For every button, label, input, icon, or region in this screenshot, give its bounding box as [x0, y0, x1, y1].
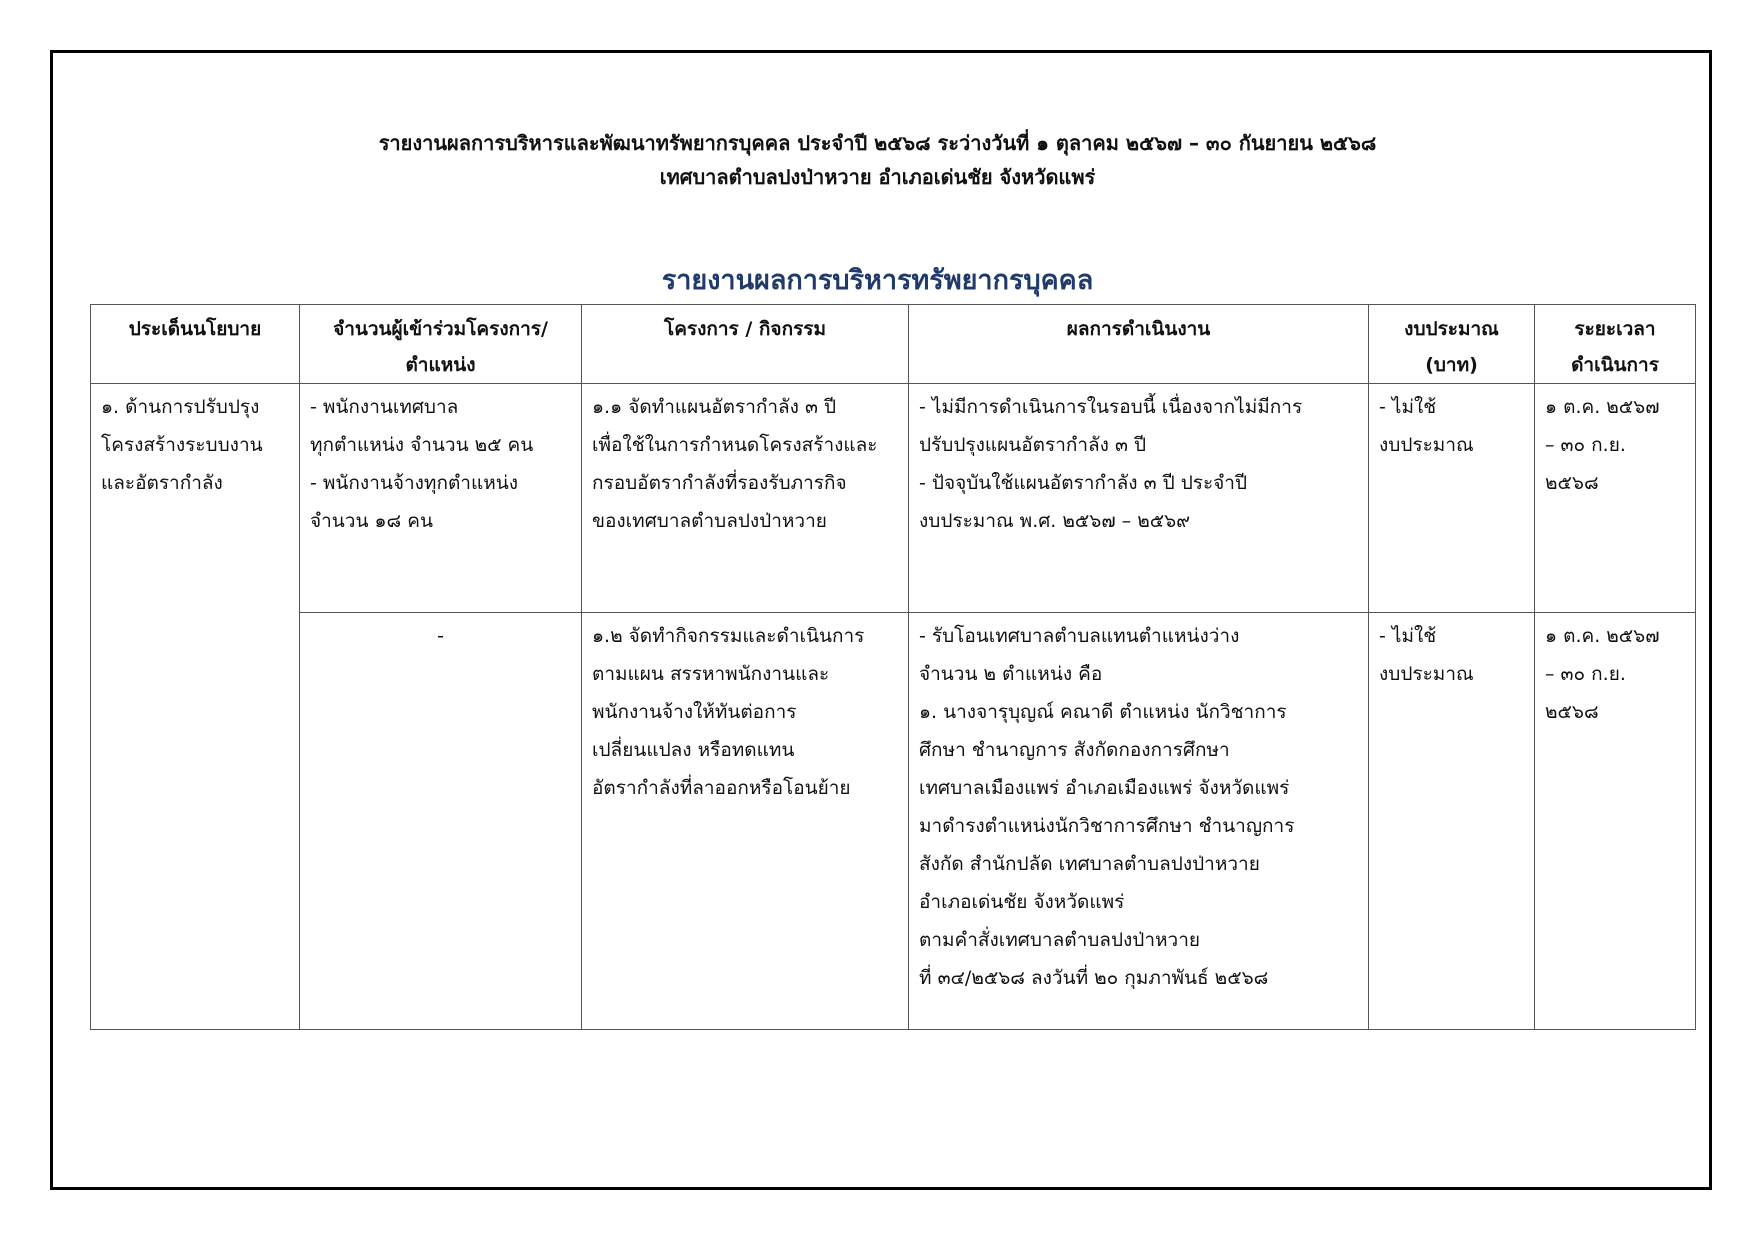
column-header-participants [300, 305, 582, 384]
cell-project: ๑.๑ จัดทำแผนอัตรากำลัง ๓ ปี เพื่อใช้ในการกำหนดโครงสร้างและ กรอบอัตรากำลังที่รองรับภารกิจ ของเทศบาลตำบลปงป่าหวาย [582, 384, 909, 613]
column-header-results [909, 305, 1369, 384]
cell-budget: - ไม่ใช้ งบประมาณ [1369, 613, 1535, 1030]
column-header-text: ประเด็นนโยบาย [128, 318, 262, 340]
report-heading-line1: รายงานผลการบริหารและพัฒนาทรัพยากรบุคคล ประจำปี ๒๕๖๘ ระว่างวันที่ ๑ ตุลาคม ๒๕๖๗ – ๓๐ กันยายน ๒๕๖๘ [378, 131, 1377, 155]
cell-participants: - [300, 613, 582, 1030]
column-header-budget [1369, 305, 1535, 384]
column-header-text: งบประมาณ [1404, 318, 1499, 340]
cell-results: - ไม่มีการดำเนินการในรอบนี้ เนื่องจากไม่มีการ ปรับปรุงแผนอัตรากำลัง ๓ ปี - ปัจจุบันใช้แผนอัตรากำลัง ๓ ปี ประจำปี งบประมาณ พ.ศ. ๒๕๖๗ – ๒๕๖๙ [909, 384, 1369, 613]
column-header-text: ตำแหน่ง [405, 354, 476, 376]
report-heading-line2: เทศบาลตำบลปงป่าหวาย อำเภอเด่นชัย จังหวัดแพร่ [659, 165, 1096, 189]
column-header-project [582, 305, 909, 384]
column-header-text: ผลการดำเนินงาน [1066, 318, 1211, 340]
column-header-period [1535, 305, 1696, 384]
column-header-text: (บาท) [1425, 354, 1478, 376]
column-header-text: โครงการ / กิจกรรม [663, 318, 827, 340]
cell-results: - รับโอนเทศบาลตำบลแทนตำแหน่งว่าง จำนวน ๒ ตำแหน่ง คือ ๑. นางจารุบุญณ์ คณาดี ตำแหน่ง นักวิชาการ ศึกษา ชำนาญการ สังกัดกองการศึกษา เทศบาลเมืองแพร่ อำเภอเมืองแพร่ จังหวัดแพร่ มาดำรงตำแหน่งนักวิชาการศึกษา ชำนาญการ สังกัด สำนักปลัด เทศบาลตำบลปงป่าหวาย อำเภอเด่นชัย จังหวัดแพร่ ตามคำสั่งเทศบาลตำบลปงป่าหวาย ที่ ๓๔/๒๕๖๘ ลงวันที่ ๒๐ กุมภาพันธ์ ๒๕๖๘ [909, 613, 1369, 1030]
report-table [90, 304, 1696, 1030]
cell-project: ๑.๒ จัดทำกิจกรรมและดำเนินการ ตามแผน สรรหาพนักงานและ พนักงานจ้างให้ทันต่อการ เปลี่ยนแปลง หรือทดแทน อัตรากำลังที่ลาออกหรือโอนย้าย [582, 613, 909, 1030]
column-header-text: ดำเนินการ [1571, 354, 1659, 376]
cell-policy: ๑. ด้านการปรับปรุง โครงสร้างระบบงาน และอัตรากำลัง [91, 384, 300, 1030]
cell-period: ๑ ต.ค. ๒๕๖๗ – ๓๐ ก.ย. ๒๕๖๘ [1535, 613, 1696, 1030]
cell-period: ๑ ต.ค. ๒๕๖๗ – ๓๐ ก.ย. ๒๕๖๘ [1535, 384, 1696, 613]
column-header-text: ระยะเวลา [1574, 318, 1656, 340]
column-header-text: จำนวนผู้เข้าร่วมโครงการ/ [333, 318, 548, 340]
cell-budget: - ไม่ใช้ งบประมาณ [1369, 384, 1535, 613]
table-row [91, 384, 1696, 613]
cell-participants: - พนักงานเทศบาล ทุกตำแหน่ง จำนวน ๒๕ คน - พนักงานจ้างทุกตำแหน่ง จำนวน ๑๘ คน [300, 384, 582, 613]
table-row [91, 613, 1696, 1030]
column-header-policy [91, 305, 300, 384]
table-header-row [91, 305, 1696, 384]
section-title: รายงานผลการบริหารทรัพยากรบุคคล [661, 265, 1094, 296]
